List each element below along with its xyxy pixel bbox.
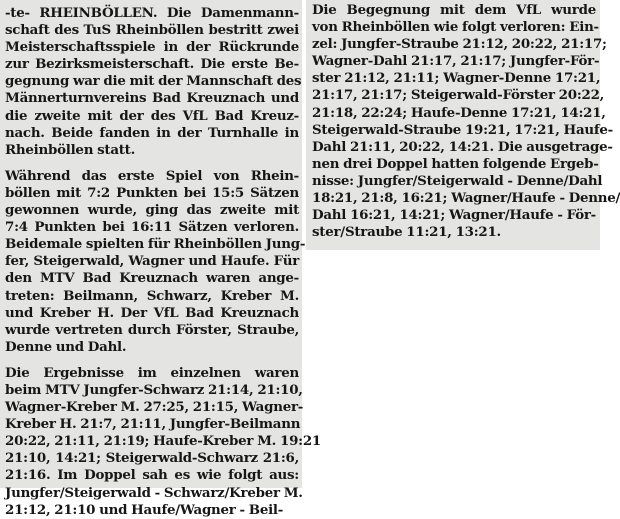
text-line: zel: Jungfer-Straube 21:12, 20:22, 21:17; bbox=[312, 36, 607, 53]
text-line: Rheinböllen statt. bbox=[5, 141, 136, 158]
text-line: den MTV Bad Kreuznach waren ange- bbox=[5, 270, 299, 287]
text-line: böllen mit 7:2 Punkten bei 15:5 Sätzen bbox=[5, 184, 299, 201]
article-paragraph bbox=[312, 2, 620, 241]
text-line: -te- RHEINBÖLLEN. Die Damenmann- bbox=[5, 5, 299, 21]
text-line: 21:18, 22:24; Haufe-Denne 17:21, 14:21, bbox=[312, 104, 606, 121]
text-line: von Rheinböllen wie folgt verloren: Ein- bbox=[312, 19, 599, 36]
text-line: 20:22, 21:11, 21:19; Haufe-Kreber M. 19:21 bbox=[5, 433, 321, 450]
article-paragraph bbox=[5, 167, 306, 356]
text-line: Kreber H. 21:7, 21:11, Jungfer-Beilmann bbox=[5, 416, 301, 433]
text-line: nisse: Jungfer/Steigerwald - Denne/Dahl bbox=[312, 172, 603, 189]
article-paragraph bbox=[5, 364, 321, 519]
text-line: 18:21, 21:8, 16:21; Wagner/Haufe - Denne/ bbox=[312, 190, 620, 207]
text-line: fer, Steigerwald, Wagner und Haufe. Für bbox=[5, 253, 299, 270]
text-line: 21:10, 14:21; Steigerwald-Schwarz 21:6, bbox=[5, 450, 299, 467]
article-paragraph bbox=[5, 5, 302, 159]
text-line: 21:16. Im Doppel sah es wie folgt aus: bbox=[5, 467, 299, 484]
text-line: nach. Beide fanden in der Turnhalle in bbox=[5, 124, 299, 141]
text-line: Steigerwald-Straube 19:21, 17:21, Haufe- bbox=[312, 121, 613, 138]
text-line: Männerturnvereins Bad Kreuznach und bbox=[5, 90, 299, 107]
text-line: Dahl 16:21, 14:21; Wagner/Haufe - För- bbox=[312, 207, 596, 224]
text-line: 21:12, 21:10 und Haufe/Wagner - Beil- bbox=[5, 501, 284, 518]
text-line: ster 21:12, 21:11; Wagner-Denne 17:21, bbox=[312, 70, 601, 87]
text-line: beim MTV Jungfer-Schwarz 21:14, 21:10, bbox=[5, 381, 303, 398]
article-column-right bbox=[306, 0, 620, 250]
text-line: gewonnen wurde, ging das zweite mit bbox=[5, 202, 299, 219]
text-line: und Kreber H. Der VfL Bad Kreuznach bbox=[5, 304, 299, 321]
text-line: nen drei Doppel hatten folgende Ergeb- bbox=[312, 155, 599, 172]
text-line: schaft des TuS Rheinböllen bestritt zwei bbox=[5, 22, 299, 39]
text-line: Die Ergebnisse im einzelnen waren bbox=[5, 364, 299, 381]
text-line: 7:4 Punkten bei 16:11 Sätzen verloren. bbox=[5, 219, 299, 236]
text-line: ster/Straube 11:21, 13:21. bbox=[312, 224, 501, 241]
text-line: 21:17, 21:17; Steigerwald-Förster 20:22, bbox=[312, 87, 605, 104]
text-line: Beidemale spielten für Rheinböllen Jung- bbox=[5, 236, 306, 253]
text-line: wurde vertreten durch Förster, Straube, bbox=[5, 321, 299, 338]
text-line: Dahl 21:11, 20:22, 14:21. Die ausgetrage- bbox=[312, 138, 613, 155]
text-line: die zweite mit der des VfL Bad Kreuz- bbox=[5, 107, 299, 124]
text-line: Wagner-Dahl 21:17, 21:17; Jungfer-För- bbox=[312, 53, 600, 70]
text-line: Jungfer/Steigerwald - Schwarz/Kreber M. bbox=[5, 484, 303, 501]
text-line: Denne und Dahl. bbox=[5, 338, 127, 355]
text-line: Meisterschaftsspiele in der Rückrunde bbox=[5, 39, 299, 56]
text-line: treten: Beilmann, Schwarz, Kreber M. bbox=[5, 287, 299, 304]
text-line: Während das erste Spiel von Rhein- bbox=[5, 167, 299, 184]
text-line: gegnung war die mit der Mannschaft des bbox=[5, 73, 302, 90]
text-line: zur Bezirksmeisterschaft. Die erste Be- bbox=[5, 56, 299, 73]
text-line: Die Begegnung mit dem VfL wurde bbox=[312, 2, 596, 18]
text-line: Wagner-Kreber M. 27:25, 21:15, Wagner- bbox=[5, 399, 304, 416]
